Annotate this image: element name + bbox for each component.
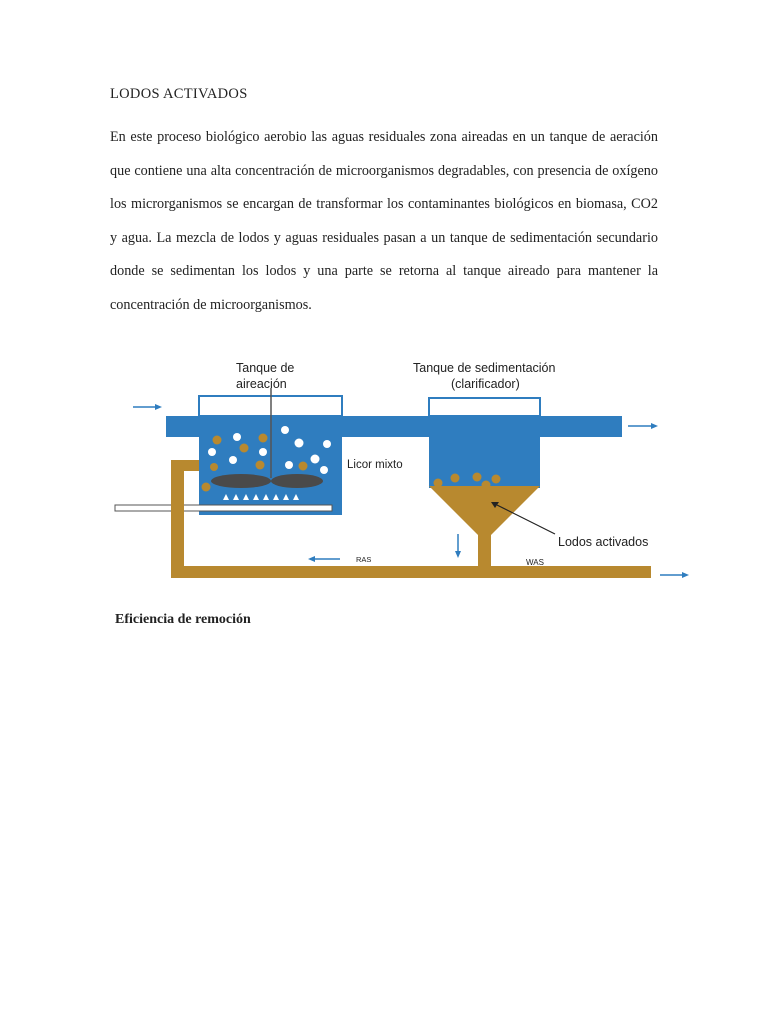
impeller-right — [271, 474, 323, 488]
impeller-left — [211, 474, 271, 488]
inflow-arrow — [133, 404, 162, 410]
aeration-tank-title-line1: Tanque de — [236, 361, 295, 375]
was-arrow — [660, 572, 689, 578]
return-pipe-vertical — [171, 460, 184, 578]
section-subheading: Eficiencia de remoción — [115, 612, 251, 627]
document-title: LODOS ACTIVADOS — [110, 86, 248, 102]
ras-label: RAS — [356, 555, 372, 564]
clarifier-title-line2: (clarificador) — [451, 377, 520, 391]
clarifier-down-arrow — [455, 534, 461, 558]
mixed-liquor-label: Licor mixto — [347, 459, 403, 471]
ras-arrow — [308, 556, 340, 562]
sludge-pipe-bottom — [171, 566, 651, 578]
aeration-tank-title-line2: aireación — [236, 377, 287, 391]
air-pipe — [115, 505, 332, 511]
clarifier-outlet-pipe — [478, 530, 491, 570]
clarifier-title-line1: Tanque de sedimentación — [413, 361, 556, 375]
body-paragraph: En este proceso biológico aerobio las aguas residuales zona aireadas en un tanque de aeración que contiene una alta concentración de microorganismos degradables, con presencia de oxígeno los microrganismos se encargan de transformar los contaminantes biológicos en biomasa, CO2 y agua. La mezcla de lodos y aguas residuales pasan a un tanque de sedimentación secundario donde se sedimentan los lodos y una parte se retorna al tanque aireado para mantener la concentración de microorganismos. — [110, 129, 658, 313]
activated-sludge-label: Lodos activados — [558, 535, 649, 549]
clarifier-tank — [429, 416, 540, 488]
return-pipe-top — [171, 460, 199, 471]
activated-sludge-diagram — [110, 352, 700, 592]
was-label: WAS — [526, 558, 544, 567]
clarifier-sludge-cone — [429, 486, 540, 535]
effluent-arrow — [628, 423, 658, 429]
clarifier-cover — [429, 398, 540, 416]
